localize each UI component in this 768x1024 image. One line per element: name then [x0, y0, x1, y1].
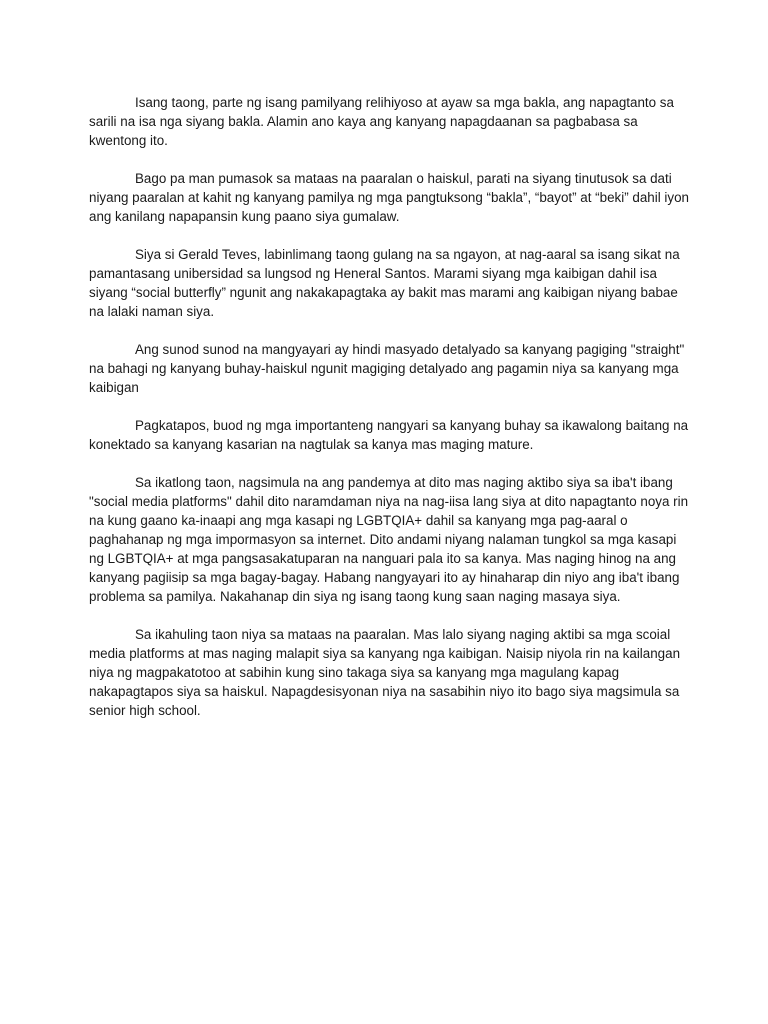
document-body	[89, 93, 689, 739]
paragraph-4: Ang sunod sunod na mangyayari ay hindi masyado detalyado sa kanyang pagiging "straight" na bahagi ng kanyang buhay-haiskul ngunit magiging detalyado ang pagamin niya sa kanyang mga kaibigan	[89, 342, 685, 395]
paragraph-7: Sa ikahuling taon niya sa mataas na paaralan. Mas lalo siyang naging aktibi sa mga scoial media platforms at mas naging malapit siya sa kanyang nga kaibigan. Naisip niyola rin na kailangan niya ng magpakatotoo at sabihin kung sino takaga siya sa kanyang mga magulang kapag nakapagtapos siya sa haiskul. Napagdesisyonan niya na sasabihin niyo ito bago siya magsimula sa senior high school.	[89, 627, 681, 718]
paragraph-6: Sa ikatlong taon, nagsimula na ang pandemya at dito mas naging aktibo siya sa iba't ibang "social media platforms" dahil dito naramdaman niya na nag-iisa lang siya at dito napagtanto noya rin na kung gaano ka-inaapi ang mga kasapi ng LGBTQIA+ dahil sa kanyang mga pag-aaral o paghahanap ng mga impormasyon sa internet. Dito andami niyang nalaman tungkol sa mga kasapi ng LGBTQIA+ at mga pangsasakatuparan na nanguari pala ito sa kanya. Mas naging hinog na ang kanyang pagiisip sa mga bagay-bagay. Habang nangyayari ito ay hinaharap din niyo ang iba't ibang problema sa pamilya. Nakahanap din siya ng isang taong kung saan naging masaya siya.	[89, 475, 689, 604]
paragraph-2: Bago pa man pumasok sa mataas na paaralan o haiskul, parati na siyang tinutusok sa dati niyang paaralan at kahit ng kanyang pamilya ng mga pangtuksong “bakla”, “bayot” at “beki” dahil iyon ang kanilang napapansin kung paano siya gumalaw.	[89, 171, 689, 224]
paragraph-1: Isang taong, parte ng isang pamilyang relihiyoso at ayaw sa mga bakla, ang napagtanto sa sarili na isa nga siyang bakla. Alamin ano kaya ang kanyang napagdaanan sa pagbabasa sa kwentong ito.	[89, 95, 674, 148]
paragraph-3: Siya si Gerald Teves, labinlimang taong gulang na sa ngayon, at nag-aaral sa isang sikat na pamantasang unibersidad sa lungsod ng Heneral Santos. Marami siyang mga kaibigan dahil isa siyang “social butterfly” ngunit ang nakakapagtaka ay bakit mas marami ang kaibigan niyang babae na lalaki naman siya.	[89, 247, 680, 319]
paragraph-5: Pagkatapos, buod ng mga importanteng nangyari sa kanyang buhay sa ikawalong baitang na konektado sa kanyang kasarian na nagtulak sa kanya mas maging mature.	[89, 418, 689, 452]
